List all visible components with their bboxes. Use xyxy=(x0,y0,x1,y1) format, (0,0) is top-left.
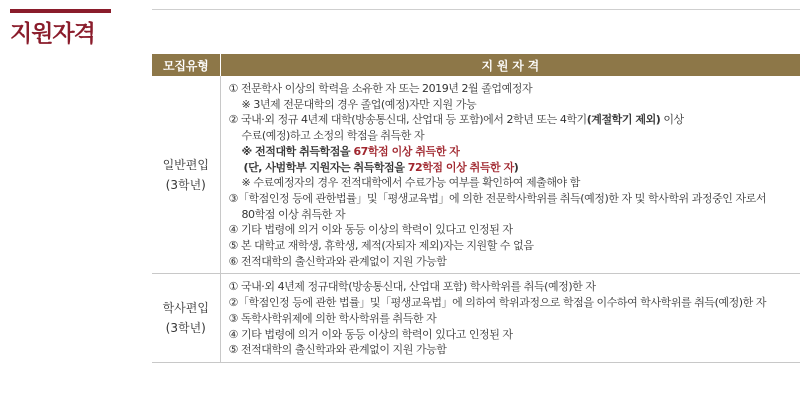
table-header-row xyxy=(152,54,800,76)
qualification-list xyxy=(220,76,800,274)
table-row xyxy=(152,76,800,274)
line-text: ③「학점인정 등에 관한법률」및「평생교육법」에 의한 전문학사학위를 취득(예정)한 자 및 학사학위 과정중인 자로서 xyxy=(228,191,767,205)
category-grade: (3학년) xyxy=(165,177,206,192)
qualification-line xyxy=(221,207,801,223)
qualification-line xyxy=(221,238,801,254)
title-accent-bar xyxy=(10,9,111,13)
line-text: ⑤ 전적대학의 출신학과와 관계없이 지원 가능함 xyxy=(228,343,447,357)
category-cell xyxy=(152,76,220,274)
line-text: ⑥ 전적대학의 출신학과와 관계없이 지원 가능함 xyxy=(228,254,447,268)
qualification-line xyxy=(221,327,801,343)
category-name: 학사편입 xyxy=(162,301,209,316)
line-text: ① 전문학사 이상의 학력을 소유한 자 또는 2019년 2월 졸업예정자 xyxy=(228,82,533,95)
qualification-line xyxy=(221,254,801,270)
qualification-line xyxy=(221,311,801,327)
line-text: ※ 3년제 전문대학의 경우 졸업(예정)자만 지원 가능 xyxy=(241,97,477,111)
qualification-list xyxy=(220,274,800,363)
highlight-text: 67학점 이상 취득한 자 xyxy=(353,144,460,158)
line-text: (계절학기 제외) xyxy=(586,113,661,127)
line-text: ① 국내·외 4년제 정규대학(방송통신대, 산업대 포함) 학사학위를 취득(예정)한 자 xyxy=(228,280,596,294)
qualification-line xyxy=(221,279,801,295)
category-cell xyxy=(152,274,220,363)
highlight-text: 72학점 이상 취득한 자 xyxy=(407,160,514,174)
line-text: 80학점 이상 취득한 자 xyxy=(241,207,346,221)
line-text: ※ 전적대학 취득학점을 xyxy=(241,144,354,158)
qualification-line xyxy=(221,112,801,128)
header-recruit-type: 모집유형 xyxy=(152,54,220,76)
line-text: ②「학점인정 등에 관한 법률」및「평생교육법」에 의하여 학위과정으로 학점을 이수하여 학사학위를 취득(예정)한 자 xyxy=(228,296,767,310)
line-text: ③ 독학사학위제에 의한 학사학위를 취득한 자 xyxy=(228,311,437,325)
qualification-line xyxy=(221,295,801,311)
line-text: ④ 기타 법령에 의거 이와 동등 이상의 학력이 있다고 인정된 자 xyxy=(228,327,513,341)
line-text: (단, 사범학부 지원자는 취득학점을 xyxy=(243,160,408,174)
qualification-line xyxy=(221,191,801,207)
line-text: 수료(예정)하고 소정의 학점을 취득한 자 xyxy=(241,129,425,143)
section-title: 지원자격 xyxy=(10,21,95,47)
category-name: 일반편입 xyxy=(162,157,209,172)
header-qualification: 지 원 자 격 xyxy=(220,54,800,76)
category-grade: (3학년) xyxy=(165,321,206,336)
top-divider xyxy=(152,9,800,10)
line-text: ⑤ 본 대학교 재학생, 휴학생, 제적(자퇴자 제외)자는 지원할 수 없음 xyxy=(228,239,534,253)
line-text: ④ 기타 법령에 의거 이와 동등 이상의 학력이 있다고 인정된 자 xyxy=(228,223,513,237)
qualification-line xyxy=(221,175,801,191)
qualification-line xyxy=(221,128,801,144)
qualification-table xyxy=(152,54,800,363)
qualification-line xyxy=(221,342,801,358)
line-text: ② 국내·외 정규 4년제 대학(방송통신대, 산업대 등 포함)에서 2학년 또는 4학기 xyxy=(228,113,587,127)
line-text: ※ 수료예정자의 경우 전적대학에서 수료가능 여부를 확인하여 제출해야 함 xyxy=(241,176,580,190)
qualification-line xyxy=(221,160,801,176)
qualification-line xyxy=(221,81,801,97)
line-text: 이상 xyxy=(660,113,684,127)
line-text: ) xyxy=(513,160,519,174)
qualification-line xyxy=(221,97,801,113)
table-row xyxy=(152,274,800,363)
qualification-line xyxy=(221,222,801,238)
qualification-line xyxy=(221,144,801,160)
